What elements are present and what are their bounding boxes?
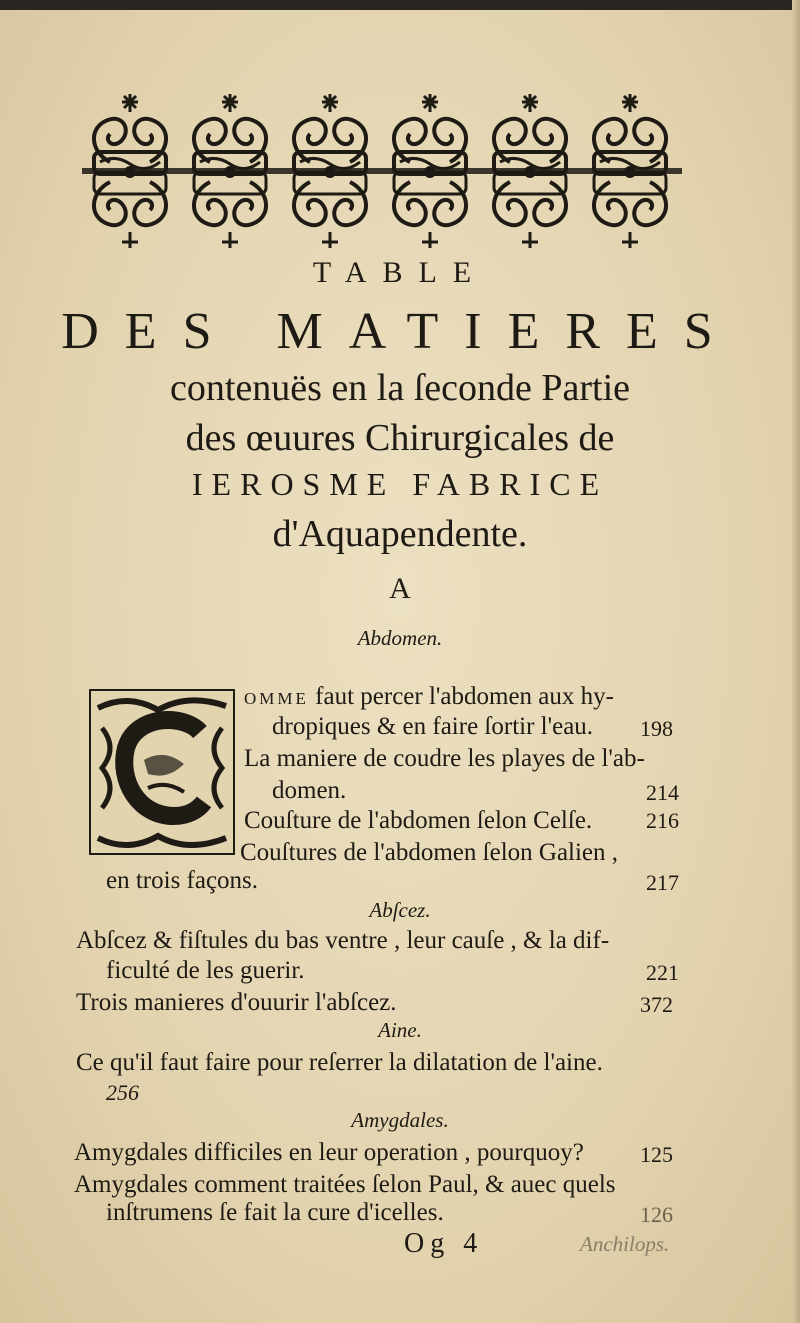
- entry-abdomen-3: Couſture de l'abdomen ſelon Celſe.: [244, 807, 593, 834]
- entry-lead-smallcaps: OMME: [244, 689, 309, 708]
- page-ref: 125: [640, 1142, 673, 1167]
- heading-amygdales: Amygdales.: [351, 1108, 449, 1132]
- title-line-2: des œuures Chirurgicales de: [185, 417, 615, 459]
- heading-abscez: Abſcez.: [369, 898, 431, 922]
- entry-abdomen-1-line-2: dropiques & en faire ſortir l'eau.: [272, 713, 594, 740]
- page-ref: 214: [646, 780, 679, 805]
- entry-abdomen-2-line-2: domen.: [272, 777, 347, 804]
- page-ref: 198: [640, 716, 673, 741]
- signature-mark: Og 4: [404, 1228, 484, 1259]
- entry-abscez-1-line-1: Abſcez & fiſtules du bas ventre , leur cauſe , & la dif-: [76, 927, 610, 954]
- entry-abdomen-2-line-1: La maniere de coudre les playes de l'ab-: [244, 745, 645, 772]
- entry-amygdales-2-line-2: inſtrumens ſe fait la cure d'icelles.: [106, 1199, 444, 1226]
- decorated-initial-c: [88, 688, 236, 856]
- page-ref: 256: [106, 1080, 139, 1105]
- entry-amygdales-2-line-1: Amygdales comment traitées ſelon Paul, & auec quels: [74, 1171, 616, 1198]
- entry-abscez-2: Trois manieres d'ouurir l'abſcez.: [76, 989, 397, 1016]
- title-line-1: contenuës en la ſeconde Partie: [169, 367, 631, 409]
- page-ref: 221: [646, 960, 679, 985]
- entry-aine-1: Ce qu'il faut faire pour reſerrer la dilatation de l'aine.: [76, 1049, 603, 1076]
- page-top-edge: [0, 0, 800, 10]
- ornamental-headband: [80, 92, 684, 250]
- entry-abdomen-4-line-2: en trois façons.: [106, 867, 259, 894]
- section-letter: A: [389, 572, 411, 605]
- title-author: IEROSME FABRICE: [191, 466, 609, 502]
- entry-abdomen-4-line-1: Couſtures de l'abdomen ſelon Galien ,: [240, 839, 619, 866]
- title-place: d'Aquapendente.: [272, 513, 528, 555]
- title-matieres: DES MATIERES: [61, 303, 739, 360]
- page-ref: 126: [640, 1202, 673, 1227]
- catchword: Anchilops.: [580, 1232, 670, 1256]
- heading-abdomen: Abdomen.: [357, 626, 443, 650]
- page-ref: 217: [646, 870, 679, 895]
- page-ref: 372: [640, 992, 673, 1017]
- entry-abdomen-1-line-1: [244, 682, 614, 714]
- entry-abscez-1-line-2: ficulté de les guerir.: [106, 957, 305, 984]
- page-ref: 216: [646, 808, 679, 833]
- heading-aine: Aine.: [378, 1018, 422, 1042]
- entry-amygdales-1: Amygdales difficiles en leur operation , pourquoy?: [74, 1139, 584, 1166]
- title-table: TABLE: [312, 256, 488, 289]
- entry-text: faut percer l'abdomen aux hy-: [315, 683, 614, 710]
